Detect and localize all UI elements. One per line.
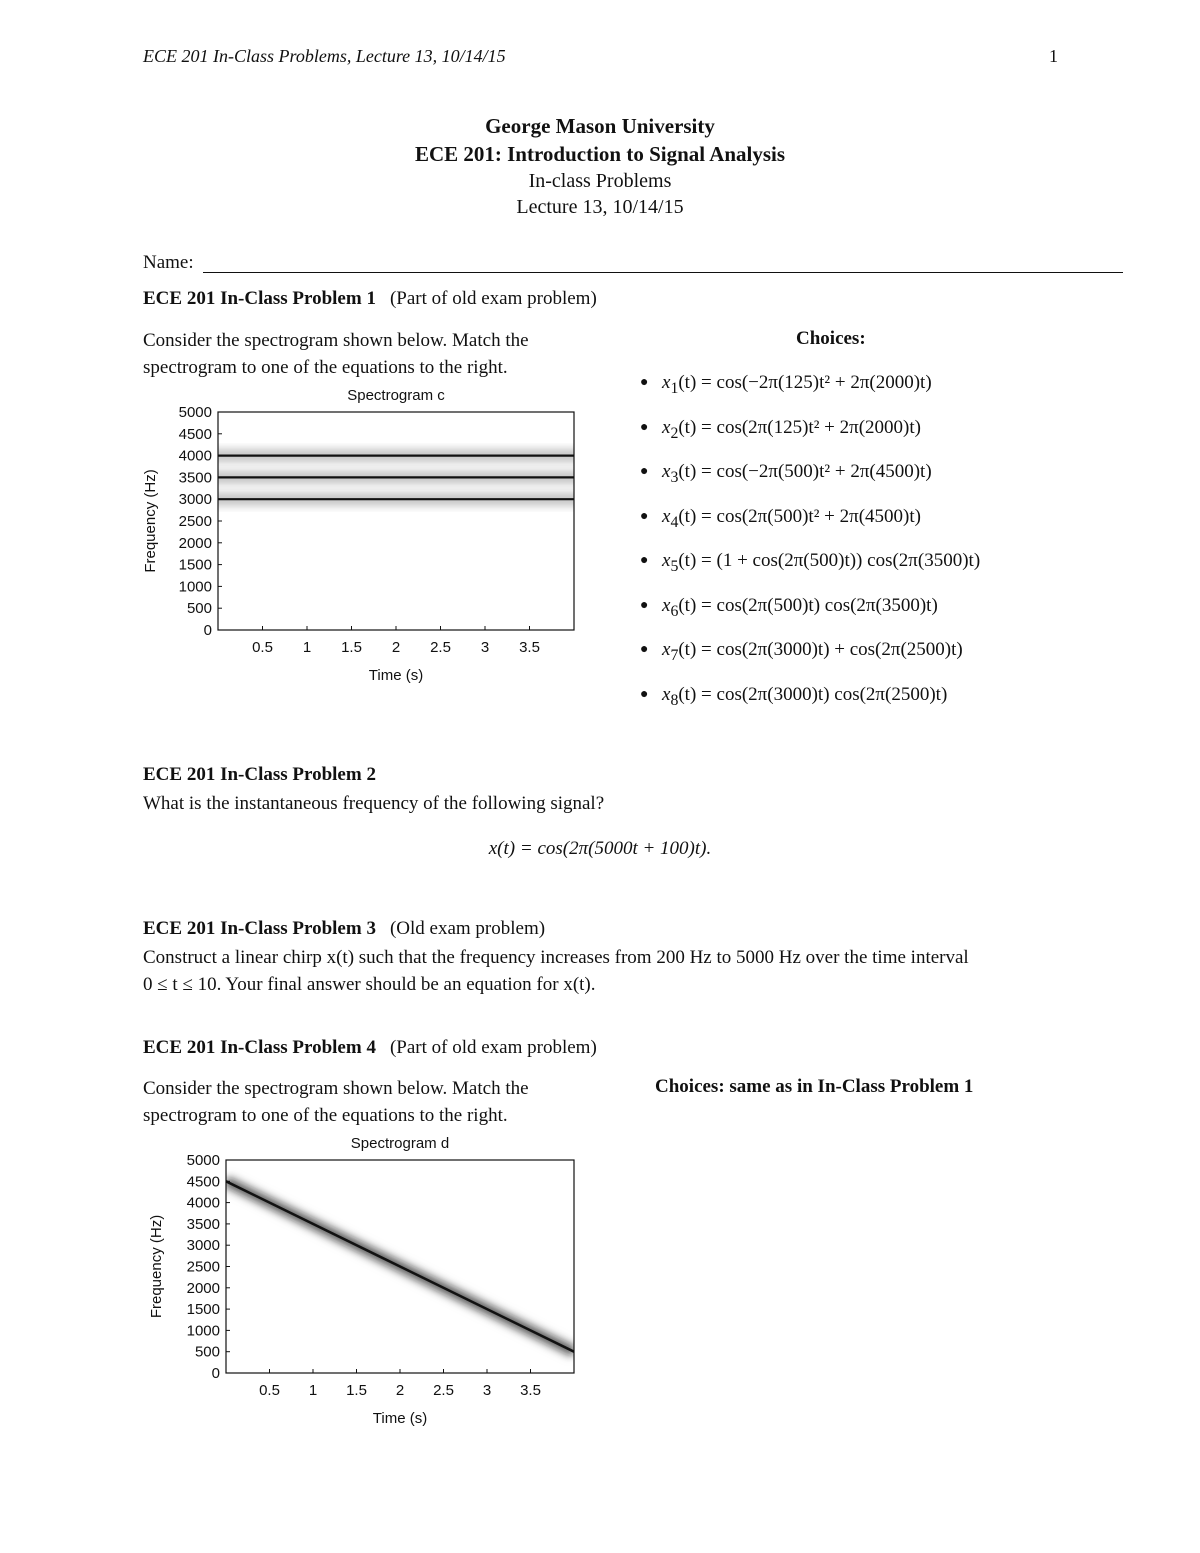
y-tick-label: 4500 <box>186 1173 220 1191</box>
problem1-text-line2: spectrogram to one of the equations to the right. <box>143 357 508 378</box>
problem1-title: ECE 201 In-Class Problem 1 <box>143 288 376 309</box>
lecture-date: Lecture 13, 10/14/15 <box>516 196 684 218</box>
spectrogram-d-chart <box>130 1127 600 1432</box>
y-tick-label: 4000 <box>178 447 212 465</box>
y-tick-label: 2500 <box>178 513 212 530</box>
university-title: George Mason University <box>485 114 715 138</box>
x-tick-label: 0.5 <box>259 1382 280 1399</box>
problem3-line1: Construct a linear chirp x(t) such that the frequency increases from 200 Hz to 5000 Hz over the time interval <box>143 947 969 968</box>
course-title: ECE 201: Introduction to Signal Analysis <box>414 142 786 166</box>
problem3-line2: 0 ≤ t ≤ 10. Your final answer should be an equation for x(t). <box>143 974 596 995</box>
y-tick-label: 3500 <box>186 1215 220 1233</box>
x-tick-label: 2.5 <box>433 1382 454 1399</box>
problem2-equation: x(t) = cos(2π(5000t + 100)t). <box>488 838 712 859</box>
choice-item: ● $x_2(t) = \cos(2\pi(125)t^2 + 2\pi(2000)t)$ <box>640 416 921 442</box>
choice-item: ● $x_3(t) = \cos(-2\pi(500)t^2 + 2\pi(4500)t)$ <box>640 461 932 486</box>
choice-item: ● $x_1(t) = \cos(-2\pi(125)t^2 + 2\pi(2000)t)$ <box>640 372 932 397</box>
bullet-icon: ● <box>640 464 649 479</box>
y-tick-label: 500 <box>186 600 212 618</box>
x-tick-label: 1.5 <box>346 1382 367 1399</box>
y-tick-label: 0 <box>211 1365 220 1382</box>
y-tick-label: 1500 <box>178 556 212 574</box>
problem3-note: (Old exam problem) <box>389 918 546 939</box>
x-axis-label: Time (s) <box>372 1410 428 1427</box>
spectrogram-c-chart <box>130 380 600 700</box>
problem2-title: ECE 201 In-Class Problem 2 <box>143 764 376 785</box>
choice-item: ● $x_7(t) = \cos(2\pi(3000)t) + \cos(2\pi(2500)t)$ <box>640 639 963 664</box>
problem1-heading <box>143 288 597 310</box>
y-tick-label: 2500 <box>186 1258 220 1276</box>
x-tick-label: 1 <box>302 639 312 656</box>
y-tick-label: 1000 <box>186 1322 220 1340</box>
x-tick-label: 3.5 <box>520 1382 541 1399</box>
bullet-icon: ● <box>640 642 649 657</box>
y-axis-label: Frequency (Hz) <box>148 1214 165 1319</box>
bullet-icon: ● <box>640 686 649 702</box>
spectrogram-plot-area <box>208 412 584 630</box>
choice-item: ● $x_5(t) = (1 + \cos(2\pi(500)t))$ cos(2π(3500)t) <box>640 550 981 575</box>
y-tick-label: 0 <box>203 622 212 639</box>
y-tick-label: 5000 <box>186 1152 220 1169</box>
y-tick-label: 5000 <box>178 404 212 421</box>
problem1-text <box>143 327 529 381</box>
problem2-heading <box>143 764 376 786</box>
problem2-question: What is the instantaneous frequency of the following signal? <box>143 793 605 814</box>
spectrogram-plot-area <box>226 1160 574 1373</box>
y-tick-label: 500 <box>194 1343 220 1361</box>
choice-item: ● $x_6(t) = \cos(2\pi(500)t)$ cos(2π(3500)t) <box>640 594 938 620</box>
chart-title: Spectrogram d <box>350 1135 450 1152</box>
bullet-icon: ● <box>640 597 649 613</box>
x-tick-label: 3.5 <box>519 639 540 656</box>
y-tick-label: 2000 <box>186 1279 220 1297</box>
x-tick-label: 0.5 <box>252 639 273 656</box>
problem3-heading <box>143 918 545 940</box>
name-label: Name: <box>143 252 194 273</box>
bullet-icon: ● <box>640 508 649 524</box>
x-tick-label: 2 <box>395 1382 405 1399</box>
bullet-icon: ● <box>640 553 649 568</box>
problem1-note: (Part of old exam problem) <box>389 288 597 309</box>
problem1-text-line1: Consider the spectrogram shown below. Match the <box>143 330 529 351</box>
x-tick-label: 1.5 <box>341 639 362 656</box>
running-header: ECE 201 In-Class Problems, Lecture 13, 10/14/15 <box>143 46 506 66</box>
chart-title: Spectrogram c <box>347 387 445 404</box>
y-tick-label: 4000 <box>186 1194 220 1212</box>
problem3-text <box>143 944 969 998</box>
choice-item: ● $x_8(t) = \cos(2\pi(3000)t)$ cos(2π(2500)t) <box>640 683 948 709</box>
problem4-choices-note: Choices: same as in In-Class Problem 1 <box>655 1076 974 1097</box>
y-tick-label: 2000 <box>178 534 212 552</box>
subtitle: In-class Problems <box>528 170 672 192</box>
bullet-icon: ● <box>640 375 649 390</box>
y-tick-label: 3000 <box>178 491 212 509</box>
y-tick-label: 1500 <box>186 1301 220 1319</box>
y-tick-label: 3000 <box>186 1237 220 1255</box>
x-tick-label: 3 <box>482 1382 492 1399</box>
problem4-title: ECE 201 In-Class Problem 4 <box>143 1037 376 1058</box>
y-tick-label: 1000 <box>178 578 212 596</box>
choices-list <box>640 372 980 728</box>
x-axis-label: Time (s) <box>368 667 424 684</box>
bullet-icon: ● <box>640 419 649 435</box>
problem4-heading <box>143 1037 597 1059</box>
y-tick-label: 4500 <box>178 425 212 443</box>
x-tick-label: 1 <box>308 1382 318 1399</box>
problem4-text-line2: spectrogram to one of the equations to the right. <box>143 1105 508 1126</box>
problem4-text-line1: Consider the spectrogram shown below. Match the <box>143 1078 529 1099</box>
y-tick-label: 3500 <box>178 469 212 487</box>
x-tick-label: 3 <box>480 639 490 656</box>
page-number: 1 <box>1049 46 1058 66</box>
problem4-text <box>143 1075 529 1129</box>
y-axis-label: Frequency (Hz) <box>142 469 159 573</box>
problem3-title: ECE 201 In-Class Problem 3 <box>143 918 376 939</box>
x-tick-label: 2 <box>391 639 401 656</box>
problem4-note: (Part of old exam problem) <box>389 1037 597 1058</box>
choice-item: ● $x_4(t) = \cos(2\pi(500)t^2 + 2\pi(4500)t)$ <box>640 505 921 531</box>
x-tick-label: 2.5 <box>430 639 451 656</box>
choices-title: Choices: <box>796 328 866 349</box>
name-input-line[interactable] <box>203 272 1123 273</box>
